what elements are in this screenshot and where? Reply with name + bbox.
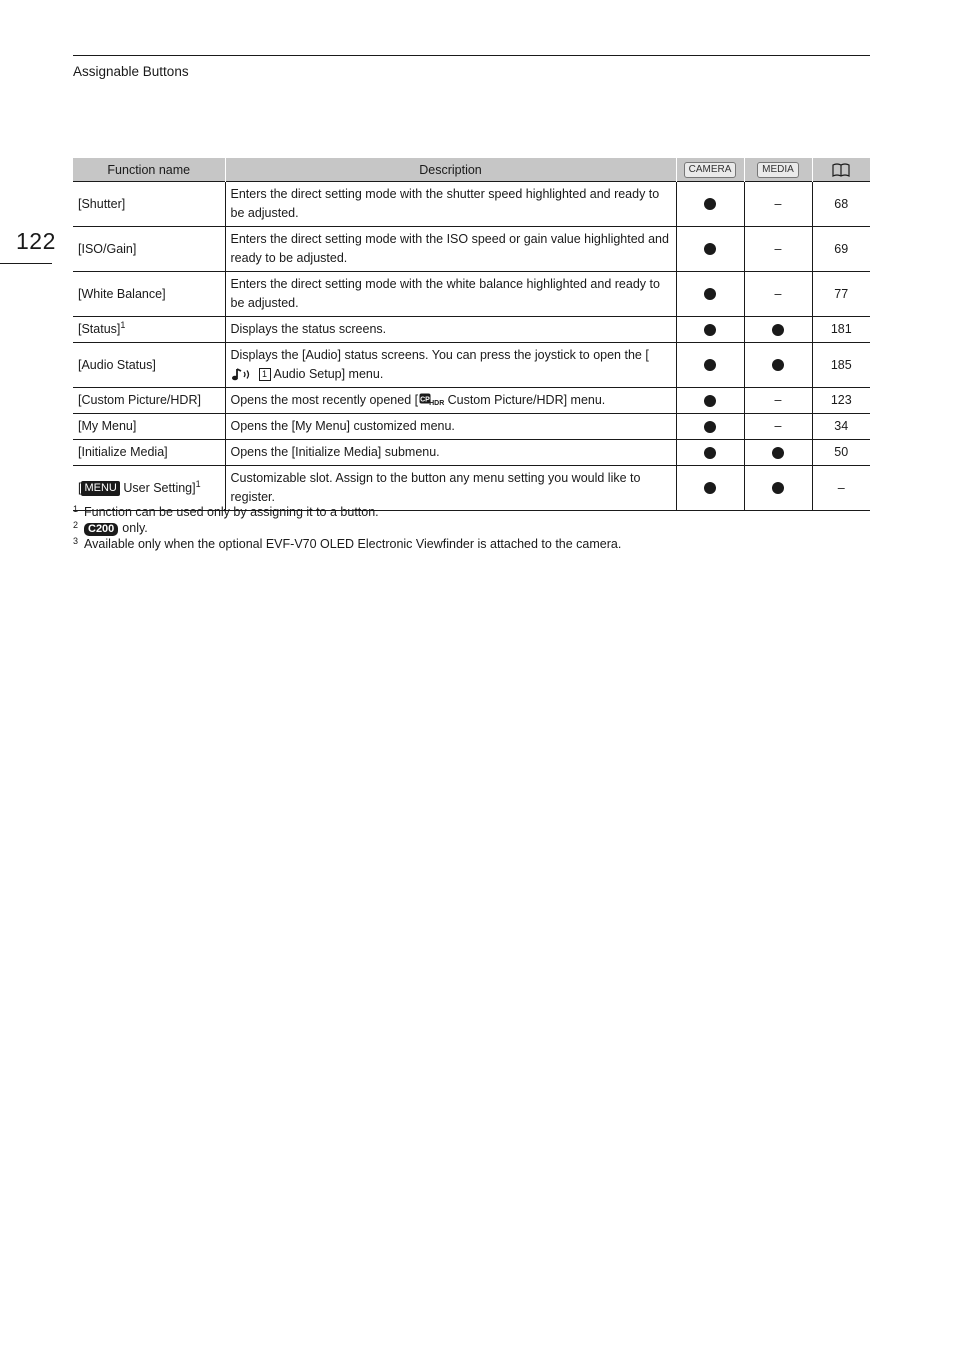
camera-mode-cell [676, 272, 744, 317]
footnote-text: Available only when the optional EVF-V70 OLED Electronic Viewfinder is attached to the camera. [84, 537, 622, 551]
page-ref-cell: 34 [812, 414, 870, 440]
table-row [73, 182, 870, 227]
menu-key-icon: MENU [81, 481, 119, 496]
audio-music-icon [231, 368, 255, 381]
description-cell [225, 388, 676, 414]
media-mode-cell: – [744, 182, 812, 227]
available-dot [704, 359, 716, 371]
footnote-3: 3 Available only when the optional EVF-V70 OLED Electronic Viewfinder is attached to the camera. [73, 536, 622, 551]
table-header-row [73, 158, 870, 182]
media-mode-badge: MEDIA [757, 162, 799, 178]
description-cell: Opens the [My Menu] customized menu. [225, 414, 676, 440]
column-header-media-mode [744, 158, 812, 182]
function-name-cell [73, 317, 225, 343]
media-mode-cell [744, 343, 812, 388]
description-cell: Customizable slot. Assign to the button any menu setting you would like to register. [225, 466, 676, 511]
camera-mode-cell [676, 227, 744, 272]
hdr-subscript: HDR [429, 400, 445, 408]
footnote-1: 1 Function can be used only by assigning it to a button. [73, 504, 379, 519]
camera-mode-cell [676, 343, 744, 388]
table-row [73, 227, 870, 272]
function-name-text: [Status] [78, 322, 121, 336]
media-mode-cell: – [744, 227, 812, 272]
available-dot [772, 359, 784, 371]
camera-mode-cell [676, 414, 744, 440]
available-dot [772, 482, 784, 494]
description-cell: Enters the direct setting mode with the ISO speed or gain value highlighted and ready to be adjusted. [225, 227, 676, 272]
page-ref-cell: 50 [812, 440, 870, 466]
assignable-functions-table [73, 158, 870, 511]
media-mode-cell: – [744, 414, 812, 440]
menu-page-number: 1 [259, 368, 271, 381]
camera-mode-cell [676, 388, 744, 414]
media-mode-cell [744, 466, 812, 511]
table-row [73, 414, 870, 440]
table-row [73, 343, 870, 388]
available-dot [704, 395, 716, 407]
description-text: Displays the [Audio] status screens. You can press the joystick to open the [ [230, 348, 649, 362]
page-ref-cell: 181 [812, 317, 870, 343]
page-number-rule [0, 263, 52, 264]
table-row [73, 317, 870, 343]
footnote-2: 2 C200 only. [73, 520, 148, 535]
page-number: 122 [16, 228, 56, 254]
page-ref-cell: – [812, 466, 870, 511]
available-dot [704, 447, 716, 459]
camera-mode-cell [676, 466, 744, 511]
media-mode-cell [744, 440, 812, 466]
function-name-text: User Setting] [119, 480, 196, 495]
camera-mode-cell [676, 317, 744, 343]
page-ref-cell: 77 [812, 272, 870, 317]
function-name-cell: [Custom Picture/HDR] [73, 388, 225, 414]
header-rule [73, 55, 870, 56]
description-cell: Displays the status screens. [225, 317, 676, 343]
available-dot [704, 243, 716, 255]
description-cell [225, 343, 676, 388]
available-dot [704, 288, 716, 300]
book-icon [832, 163, 850, 177]
camera-mode-cell [676, 182, 744, 227]
table-row [73, 440, 870, 466]
available-dot [772, 324, 784, 336]
function-name-cell: [White Balance] [73, 272, 225, 317]
media-mode-cell [744, 317, 812, 343]
footnotes [73, 504, 621, 552]
footnote-text: only. [122, 521, 148, 535]
section-title: Assignable Buttons [73, 64, 189, 79]
page-ref-cell: 123 [812, 388, 870, 414]
description-text: Opens the most recently opened [ [230, 393, 419, 407]
available-dot [772, 447, 784, 459]
description-text: Audio Setup] menu. [273, 367, 384, 381]
camera-mode-cell [676, 440, 744, 466]
available-dot [704, 421, 716, 433]
function-name-cell: [Initialize Media] [73, 440, 225, 466]
media-mode-cell: – [744, 388, 812, 414]
page-ref-cell: 68 [812, 182, 870, 227]
column-header-page-ref [812, 158, 870, 182]
custom-picture-hdr-icon [418, 393, 444, 408]
c200-model-badge: C200 [84, 523, 118, 536]
description-cell: Opens the [Initialize Media] submenu. [225, 440, 676, 466]
function-name-cell: [Audio Status] [73, 343, 225, 388]
description-cell: Enters the direct setting mode with the white balance highlighted and ready to be adjusted. [225, 272, 676, 317]
table-row [73, 388, 870, 414]
description-text: Custom Picture/HDR] menu. [444, 393, 606, 407]
svg-text:CP: CP [420, 396, 430, 404]
media-mode-cell: – [744, 272, 812, 317]
page-ref-cell: 185 [812, 343, 870, 388]
function-name-cell: [Shutter] [73, 182, 225, 227]
column-header-description: Description [225, 158, 676, 182]
table-row [73, 272, 870, 317]
footnote-ref: 1 [120, 319, 126, 330]
footnote-ref: 1 [195, 478, 201, 489]
function-name-text: [ [78, 480, 82, 495]
page-ref-cell: 69 [812, 227, 870, 272]
available-dot [704, 324, 716, 336]
available-dot [704, 198, 716, 210]
camera-mode-badge: CAMERA [684, 162, 737, 178]
footnote-text: Function can be used only by assigning it to a button. [84, 505, 379, 519]
function-name-cell: [ISO/Gain] [73, 227, 225, 272]
function-name-cell: [My Menu] [73, 414, 225, 440]
column-header-function-name: Function name [73, 158, 225, 182]
description-cell: Enters the direct setting mode with the shutter speed highlighted and ready to be adjusted. [225, 182, 676, 227]
available-dot [704, 482, 716, 494]
column-header-camera-mode [676, 158, 744, 182]
